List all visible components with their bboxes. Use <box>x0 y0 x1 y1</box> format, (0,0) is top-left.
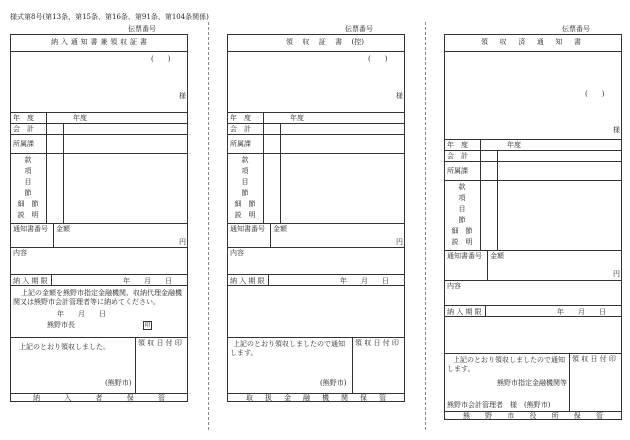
notice-number-label: 通知書番号 <box>13 225 48 233</box>
notice-number-label: 通知書番号 <box>230 225 265 233</box>
due-date-label: 納 入 期 限 <box>447 308 482 316</box>
kaikei-label: 会 計 <box>447 152 468 160</box>
amount-label: 金額 <box>56 225 70 233</box>
amount-label: 金額 <box>490 252 504 260</box>
content-label: 内容 <box>447 282 461 290</box>
receipt-line-1: 上記のとおり領収しましたので通知 <box>453 356 565 364</box>
form-notice-receipt <box>10 34 188 402</box>
nendo-value: 年度 <box>73 114 87 122</box>
shozoku-label: 所属課 <box>230 140 251 148</box>
receipt-stamp-label: 領 収 日 付 印 <box>355 339 399 347</box>
cut-line <box>208 22 209 430</box>
due-date-value: 年 月 日 <box>557 308 606 316</box>
form-footer: 取 扱 金 融 機 関 保 管 <box>246 394 386 402</box>
name-paren: ( ) <box>585 90 605 98</box>
form-title: 領 収 済 通 知 書 <box>481 38 581 46</box>
due-date-label: 納 入 期 限 <box>13 277 48 285</box>
nendo-label: 年 度 <box>447 141 468 149</box>
mayor-label: 熊野市長 <box>47 321 75 329</box>
receipt-line-2: します。 <box>447 365 475 373</box>
manager-label: 熊野市会計管理者 様 (熊野市) <box>447 401 551 409</box>
receipt-stamp-label: 領 収 日 付 印 <box>572 355 616 363</box>
sama-label: 様 <box>396 92 403 100</box>
yen-label: 円 <box>613 270 620 278</box>
cut-line <box>425 22 426 430</box>
account-items: 款 項 目 節 細 節 説 明 <box>451 183 473 246</box>
receipt-line-1: 上記のとおり領収しましたので通知 <box>233 340 345 348</box>
due-date-value: 年 月 日 <box>340 277 389 285</box>
form-footer: 熊 野 市 役 所 保 管 <box>463 412 603 420</box>
yen-label: 円 <box>396 238 403 246</box>
nendo-label: 年 度 <box>13 114 34 122</box>
account-items: 款 項 目 節 細 節 説 明 <box>234 156 256 219</box>
amount-label: 金額 <box>273 225 287 233</box>
due-date-label: 納 入 期 限 <box>230 277 265 285</box>
notice-date: 年 月 日 <box>57 310 106 318</box>
sama-label: 様 <box>613 126 620 134</box>
yen-label: 円 <box>179 238 186 246</box>
slip-number-label: 伝票番号 <box>562 25 590 33</box>
kaikei-label: 会 計 <box>230 125 251 133</box>
nendo-value: 年度 <box>507 141 521 149</box>
notice-line-1: 上記の金額を熊野市指定金融機関、収納代理金融機 <box>21 289 182 297</box>
receipt-text: 上記のとおり領収しました。 <box>19 343 110 351</box>
content-label: 内容 <box>230 249 244 257</box>
account-items: 款 項 目 節 細 節 説 明 <box>17 156 39 219</box>
form-receipt-copy <box>227 34 405 402</box>
name-paren: ( ) <box>368 55 388 63</box>
notice-line-2: 関又は熊野市会計管理者等に納めてください。 <box>13 298 160 306</box>
form-footer: 納 入 者 保 管 <box>33 394 165 402</box>
shozoku-label: 所属課 <box>13 140 34 148</box>
notice-number-label: 通知書番号 <box>447 252 482 260</box>
nendo-value: 年度 <box>290 114 304 122</box>
shozoku-label: 所属課 <box>447 167 468 175</box>
nendo-label: 年 度 <box>230 114 251 122</box>
name-paren: ( ) <box>151 55 171 63</box>
bank-label: 熊野市指定金融機関等 <box>497 379 567 387</box>
form-number-header: 様式第8号(第13条、第15条、第16条、第91条、第104条関係) <box>10 13 209 21</box>
form-title: 納 入 通 知 書 兼 領 収 証 書 <box>51 38 147 46</box>
slip-number-label: 伝票番号 <box>345 25 373 33</box>
content-label: 内容 <box>13 249 27 257</box>
kaikei-label: 会 計 <box>13 125 34 133</box>
sama-label: 様 <box>179 92 186 100</box>
seal-mark: 印 <box>144 322 151 329</box>
city-paren: (熊野市) <box>105 379 132 387</box>
form-receipt-notification <box>444 34 622 420</box>
city-paren: (熊野市) <box>320 379 347 387</box>
due-date-value: 年 月 日 <box>123 277 172 285</box>
receipt-stamp-label: 領 収 日 付 印 <box>138 339 182 347</box>
slip-number-label: 伝票番号 <box>128 25 156 33</box>
form-title: 領 収 証 書 (控) <box>286 38 364 46</box>
receipt-line-2: します。 <box>230 349 258 357</box>
